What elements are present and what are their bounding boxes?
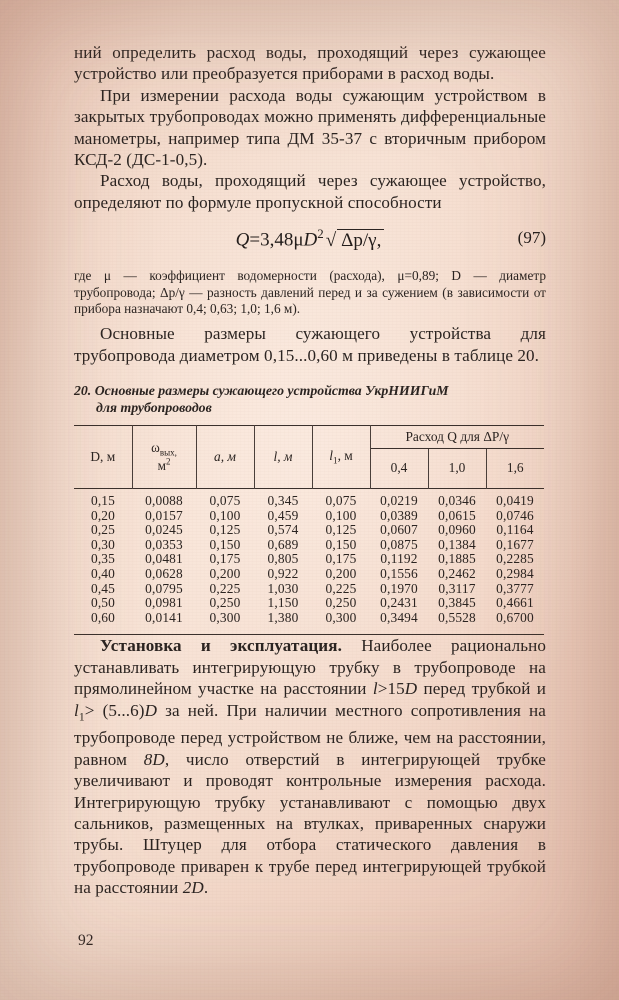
table-caption-line-1: 20. Основные размеры сужающего устройства УкрНИИГиМ [74, 382, 449, 398]
table-cell: 0,0157 [145, 507, 183, 523]
table-cell: 0,300 [325, 609, 357, 625]
table-cell: 0,250 [209, 595, 241, 611]
table-cell: 0,0615 [438, 507, 476, 523]
table-cell: 0,0628 [145, 565, 183, 581]
table-cell: 0,3845 [438, 595, 476, 611]
table-cell: 0,2431 [380, 595, 418, 611]
section-gt-1: >15 [377, 679, 405, 699]
table-cell: 0,125 [209, 522, 241, 538]
formula-note: где μ — коэффициент водомерности (расхода), μ=0,89; D — диаметр трубопровода; Δp/γ — разность давлений перед и за сужением (в зависимости от прибора назначают 0,4; 0,63; 1,0; 1,6 м). [74, 268, 546, 316]
table-row [74, 611, 544, 631]
table-cell: 1,380 [267, 609, 299, 625]
header-flow-group: Расход Q для ΔP/γ [370, 425, 544, 448]
table-cell: 0,45 [90, 580, 116, 596]
table-cell: 0,15 [90, 492, 116, 508]
table-cell: 0,0481 [145, 551, 183, 567]
table-row [74, 523, 544, 538]
section-lead-label: Установка и эксплуатация. [100, 636, 342, 656]
formula-row [74, 224, 546, 264]
table-cell: 0,150 [209, 536, 241, 552]
header-omega-units: $м^2$ [157, 456, 171, 474]
table-cell: 0,0419 [496, 492, 534, 508]
table-cell: 0,175 [325, 551, 357, 567]
header-diameter: D, м [74, 425, 132, 488]
table-cell: 0,2462 [438, 565, 476, 581]
paragraph-3: Расход воды, проходящий через сужающее устройство, определяют по формуле пропускной способности [74, 171, 546, 212]
table-head [74, 425, 544, 488]
table-cell: 0,1192 [380, 551, 418, 567]
formula-d-exponent: 2 [317, 226, 324, 242]
table-cell: 0,1885 [438, 551, 476, 567]
section-math-d-2: D [144, 700, 158, 720]
table-cell: 0,689 [267, 536, 299, 552]
table-row [74, 538, 544, 553]
table-cell: 0,5528 [438, 609, 476, 625]
header-omega-out [132, 425, 196, 488]
table-cell: 0,100 [209, 507, 241, 523]
page-number: 92 [78, 932, 94, 949]
formula-sqrt [324, 229, 385, 252]
header-l1: $l_1$, м [312, 425, 370, 488]
table-cell: 0,0746 [496, 507, 534, 523]
dimensions-table [74, 425, 544, 630]
table-cell: 0,0389 [380, 507, 418, 523]
table-cell: 0,40 [90, 565, 116, 581]
table-cell: 0,50 [90, 595, 116, 611]
table-row [74, 552, 544, 567]
radical-sign: √ [325, 229, 337, 251]
table-cell: 0,150 [325, 536, 357, 552]
table-cell: 0,0346 [438, 492, 476, 508]
formula-lhs: Q [235, 229, 250, 251]
table-cell: 0,6700 [496, 609, 534, 625]
page-content [74, 42, 546, 899]
header-a: a, м [196, 425, 254, 488]
section-text-d: , число отверстий в интегрирующей трубке увеличивают и проводят контрольные измерения расхода. Интегрирующую трубку устанавливают с помощью двух сальников, размещенных на втулках, приваренных снаружи трубы. Штуцер для отбора статического давления в трубопроводе приварен к трубе перед интегрирующей трубкой на расстоянии [74, 749, 546, 898]
table-cell: 0,35 [90, 551, 116, 567]
section-math-l1: l [74, 700, 79, 720]
table-cell: 0,1384 [438, 536, 476, 552]
section-text-e: . [203, 878, 209, 898]
section-math-l1-sub: 1 [78, 709, 85, 723]
table-cell: 0,0960 [438, 522, 476, 538]
header-omega-symbol: $\omega_{вых,}$ [151, 439, 177, 458]
formula-97 [74, 226, 546, 251]
paragraph-4: Основные размеры сужающего устройства для трубопровода диаметром 0,15...0,60 м приведены в таблице 20. [74, 324, 546, 365]
table-cell: 0,0981 [145, 595, 183, 611]
header-l: l, м [254, 425, 312, 488]
table-row [74, 582, 544, 597]
table-cell: 0,0088 [145, 492, 183, 508]
formula-mu: μ [293, 229, 304, 251]
table-cell: 0,075 [209, 492, 241, 508]
table-cell: 0,345 [267, 492, 299, 508]
paragraph-2: При измерении расхода воды сужающим устройством в закрытых трубопроводах можно применять дифференциальные манометры, например типа ДМ 35-37 с вторичным прибором КСД-2 (ДС-1-0,5). [74, 85, 546, 170]
table-cell: 0,574 [267, 522, 299, 538]
table-cell: 0,1970 [380, 580, 418, 596]
table-cell: 0,0795 [145, 580, 183, 596]
table-body [74, 488, 544, 630]
table-cell: 0,20 [90, 507, 116, 523]
paragraph-1: ний определить расход воды, проходящий через сужающее устройство или преобразуется приборами в расход воды. [74, 43, 546, 84]
section-text-c: за ней. При наличии местного сопротивления на трубопроводе перед устройством не ближе, чем на расстоянии, равном [74, 700, 546, 769]
formula-radicand: Δp/γ, [337, 229, 384, 252]
table-cell: 0,922 [267, 565, 299, 581]
table-cell: 0,3777 [496, 580, 534, 596]
table-cell: 0,200 [209, 565, 241, 581]
formula-coefficient: 3,48 [260, 229, 294, 251]
table-cell: 0,225 [209, 580, 241, 596]
table-cell: 0,0219 [380, 492, 418, 508]
table-row [74, 567, 544, 582]
section-math-l: l [372, 679, 378, 699]
section-text-b: перед трубкой и [417, 679, 546, 699]
formula-d-variable: D [303, 229, 318, 251]
table-cell: 0,459 [267, 507, 299, 523]
table-cell: 1,150 [267, 595, 299, 611]
table-cell: 0,1556 [380, 565, 418, 581]
table-cell: 0,25 [90, 522, 116, 538]
table-cell: 0,075 [325, 492, 357, 508]
table-cell: 0,0875 [380, 536, 418, 552]
table-cell: 0,0141 [145, 609, 183, 625]
table-cell: 0,0607 [380, 522, 418, 538]
table-row [74, 509, 544, 524]
header-flow-1-0: 1,0 [428, 448, 486, 488]
table-cell: 0,0245 [145, 522, 183, 538]
table-caption-line-2: для трубопроводов [96, 399, 212, 415]
table-cell: 0,200 [325, 565, 357, 581]
table-caption [74, 382, 546, 416]
table-row [74, 596, 544, 611]
table-cell: 0,175 [209, 551, 241, 567]
table-cell: 0,2285 [496, 551, 534, 567]
table-cell: 0,125 [325, 522, 357, 538]
table-cell: 0,0353 [145, 536, 183, 552]
table-cell: 0,3494 [380, 609, 418, 625]
table-cell: 0,30 [90, 536, 116, 552]
equation-number: (97) [517, 228, 546, 248]
table-cell: 0,805 [267, 551, 299, 567]
table-cell: 1,030 [267, 580, 299, 596]
table-cell: 0,3117 [438, 580, 476, 596]
header-omega-stack [151, 440, 177, 473]
table-cell: 0,60 [90, 609, 116, 625]
table-header-row-groups [74, 425, 544, 448]
table-cell: 0,300 [209, 609, 241, 625]
header-flow-1-6: 1,6 [506, 460, 524, 476]
table-cell: 0,1164 [496, 522, 534, 538]
table-cell: 0,2984 [496, 565, 534, 581]
table-cell: 0,100 [325, 507, 357, 523]
table-cell: 0,1677 [496, 536, 534, 552]
section-math-2d: 2D [182, 878, 204, 898]
table-row [74, 488, 544, 508]
table-cell: 0,250 [325, 595, 357, 611]
formula-equals: = [249, 229, 261, 251]
section-math-d-1: D [404, 679, 418, 699]
table-cell: 0,225 [325, 580, 357, 596]
header-flow-0-4: 0,4 [370, 448, 428, 488]
table-cell: 0,4661 [496, 595, 534, 611]
section-gt-2: > (5...6) [84, 700, 145, 720]
section-math-8d: 8D [143, 749, 165, 769]
section-text-a: Наиболее рационально устанавливать интегрирующую трубку в трубопроводе на прямолинейном участке на расстоянии [74, 636, 546, 699]
section-installation [74, 635, 546, 898]
